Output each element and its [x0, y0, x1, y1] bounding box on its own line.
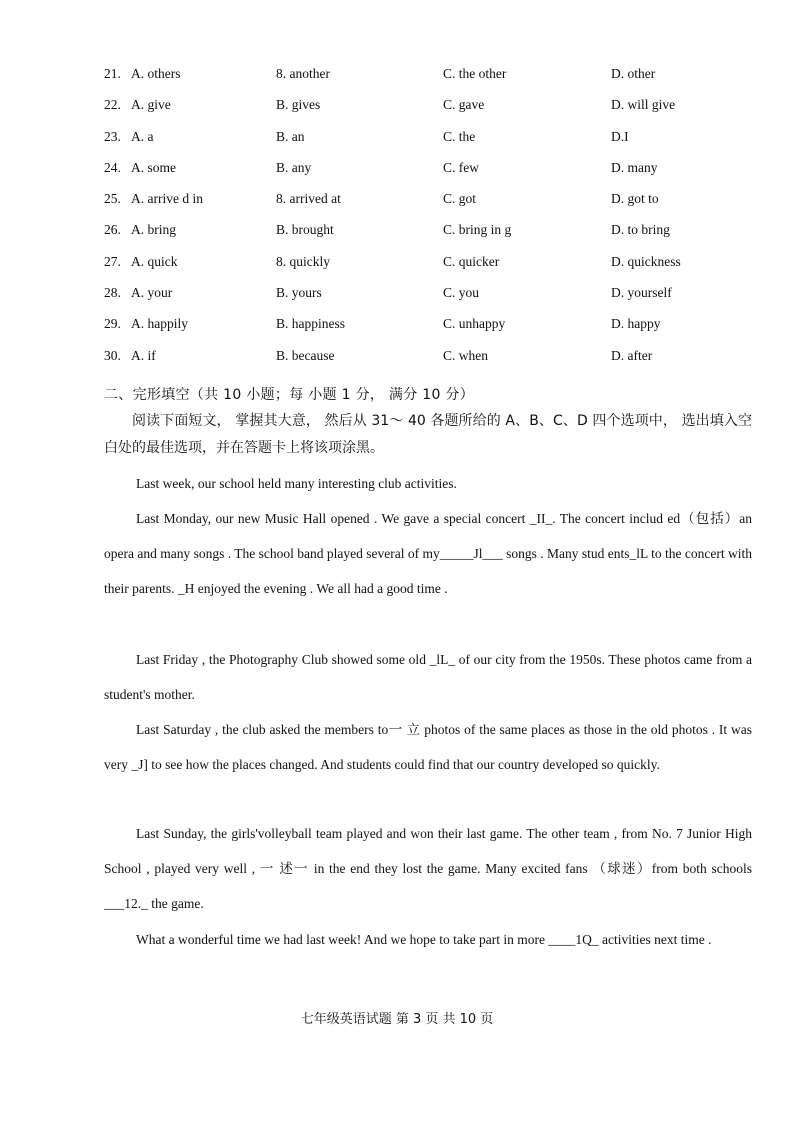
option-a: A. bring [131, 222, 176, 238]
question-number: 25. [104, 191, 121, 207]
option-a: A. your [131, 285, 173, 301]
option-a: A. a [131, 128, 154, 144]
option-b: 8. arrived at [276, 191, 341, 207]
option-row [0, 185, 794, 216]
question-number: 21. [104, 66, 121, 81]
option-a: A. happily [131, 316, 188, 332]
option-a: A. give [131, 97, 171, 113]
question-number: 24. [104, 159, 121, 175]
question-number: 30. [104, 347, 121, 363]
option-c: C. few [443, 159, 479, 175]
question-number: 23. [104, 128, 121, 144]
question-number: 26. [104, 222, 121, 238]
option-row [0, 123, 794, 154]
option-d: D. happy [611, 316, 661, 332]
option-c: C. quicker [443, 253, 500, 269]
option-c: C. got [443, 191, 477, 207]
option-b: B. any [276, 159, 312, 175]
question-number: 22. [104, 97, 121, 113]
option-row [0, 91, 794, 122]
option-a: A. some [131, 159, 176, 175]
option-row [0, 342, 794, 373]
option-c: C. you [443, 285, 480, 301]
passage-paragraph: Last Saturday , the club asked the members to一 立 photos of the same places as those in the old photos . It was very _J] to see how the places changed. And students could find that our country developed so quickly. [104, 722, 752, 772]
option-a: A. arrive d in [131, 191, 203, 207]
answer-options [0, 60, 794, 373]
option-row [0, 216, 794, 247]
passage-paragraph: Last Sunday, the girls'volleyball team played and won their last game. The other team , from No. 7 Junior High School , played very well , 一 述一 in the end they lost the game. Many excited fans （球迷）from both schools ___12._ the game. [104, 826, 752, 911]
question-number: 29. [104, 316, 121, 332]
option-row [0, 154, 794, 185]
passage-paragraph: Last Friday , the Photography Club showed some old _lL_ of our city from the 1950s. These photos came from a student's mother. [104, 652, 752, 702]
option-b: B. because [276, 347, 335, 363]
option-b: 8. quickly [276, 253, 330, 269]
option-a: A. quick [131, 253, 178, 269]
option-d: D. quickness [611, 253, 681, 269]
instructions: 阅读下面短文， 掌握其大意， 然后从 31～ 40 各题所给的 A、B、C、D 四个选项中， 选出填入空白处的最佳选项，并在答题卡上将该项涂黑。 [104, 413, 752, 456]
option-a: A. if [131, 347, 156, 363]
option-c: C. the [443, 128, 476, 144]
option-c: C. gave [443, 97, 485, 113]
passage-paragraph: Last week, our school held many interesting club activities. [136, 476, 457, 491]
option-c: C. unhappy [443, 316, 506, 332]
option-row [0, 279, 794, 310]
option-d: D. to bring [611, 222, 670, 238]
passage-paragraph: What a wonderful time we had last week! And we hope to take part in more ____1Q_ activities next time . [136, 932, 712, 947]
passage-paragraph: Last Monday, our new Music Hall opened . We gave a special concert _II_. The concert includ ed（包括）an opera and many songs . The school band played several of my_____Jl___ songs . Many stud ents_lL to the concert with their parents. _H enjoyed the evening . We all had a good time . [104, 511, 752, 596]
option-b: B. brought [276, 222, 334, 238]
option-b: B. gives [276, 97, 321, 113]
option-a: A. others [131, 66, 181, 81]
option-d: D. got to [611, 191, 659, 207]
option-b: 8. another [276, 66, 330, 81]
option-d: D.I [611, 128, 629, 144]
option-c: C. bring in g [443, 222, 512, 238]
question-number: 27. [104, 253, 121, 269]
section-title: 二、完形填空（共 10 小题；每 小题 1 分， 满分 10 分） [104, 387, 475, 403]
option-row [0, 60, 794, 91]
option-c: C. when [443, 347, 488, 363]
option-b: B. an [276, 128, 305, 144]
option-d: D. other [611, 66, 656, 81]
option-c: C. the other [443, 66, 507, 81]
option-d: D. will give [611, 97, 676, 113]
option-d: D. many [611, 159, 658, 175]
option-d: D. after [611, 347, 653, 363]
option-d: D. yourself [611, 285, 672, 301]
option-b: B. happiness [276, 316, 345, 332]
option-row [0, 310, 794, 341]
question-number: 28. [104, 285, 121, 301]
option-row [0, 248, 794, 279]
option-b: B. yours [276, 285, 322, 301]
page-footer: 七年级英语试题 第 3 页 共 10 页 [300, 1012, 494, 1027]
